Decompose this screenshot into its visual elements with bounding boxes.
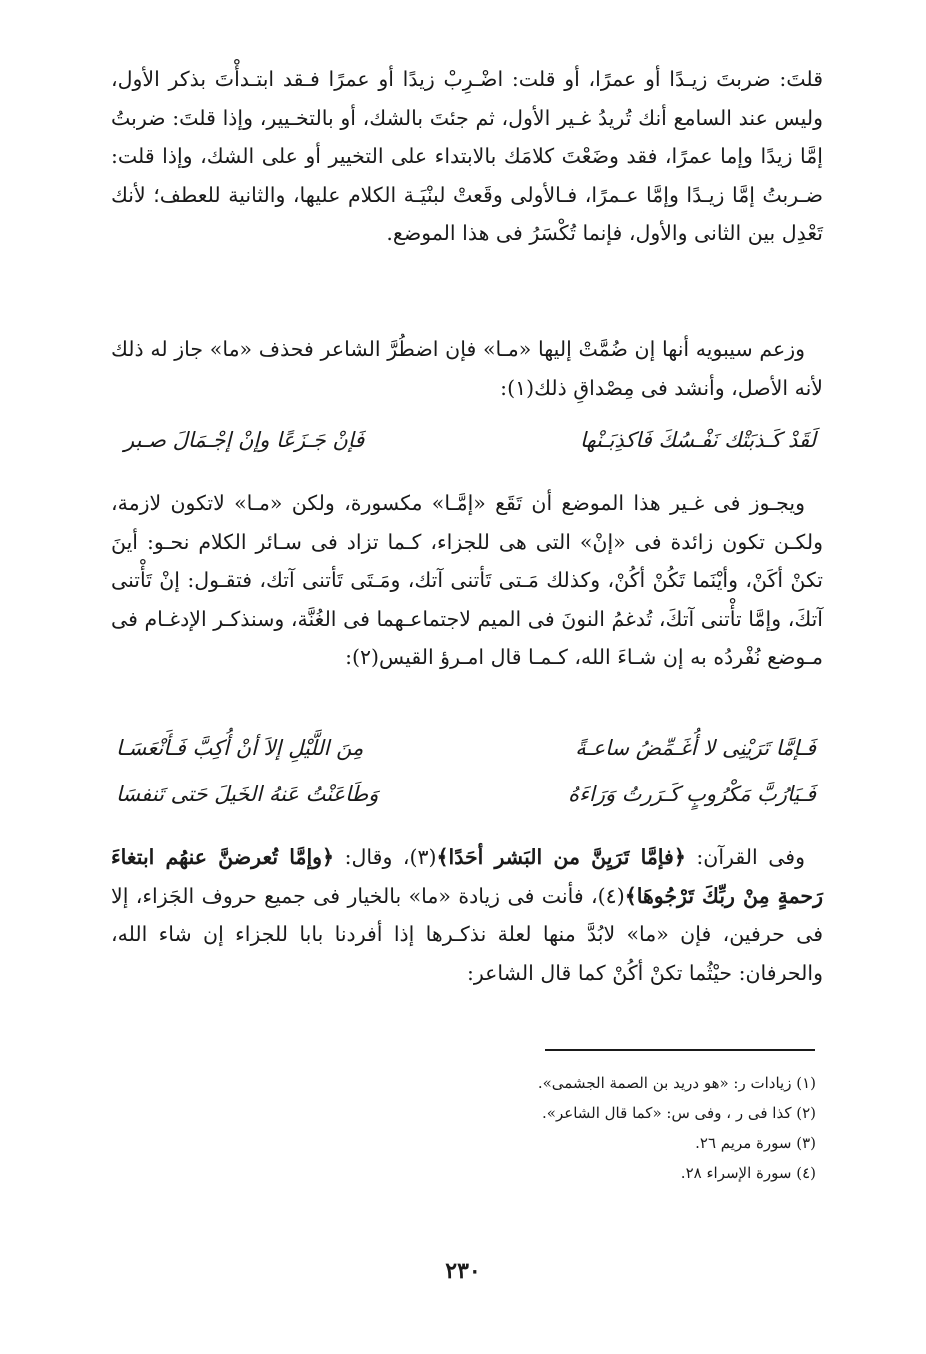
poetry-verse-3: [116, 782, 816, 822]
quran-verse-isra: ﴿وإمَّا تُعرضنَّ عنهُم ابتغاءَ رَحمةٍ مِنْ ربِّكَ تَرْجُوهَا﴾: [111, 845, 823, 908]
paragraph-3: ويجـوز فى غـير هذا الموضع أن تَقَع «إمَّـا» مكسورة، ولكن «مـا» لاتكون لازمة، ولكـن تكون زائدة فى «إنْ» التى هى للجزاء، كـما تزاد فى سـائر الكلام نحـو: أينَ تكنْ أكَنْ، وأيْنَما تَكُنْ أكُنْ، وكذلك مَـتى تَأتنى آتك، ومَـتَى تَأتنى آتك، فتقـول: إنْ تَأْتنى آتكَ، وإمَّا تأْتنى آتكَ، تُدغمُ النونَ فى الميم لاجتماعـهما فى الغُنَّة، وسنذكـر الإدغـام فى مـوضع نُفْردُه به إن شـاءَ الله، كـمـا قال امـرؤ القيس(٢):: [111, 491, 823, 669]
footnote-1: (١) زيادات ر: «هو دريد بن الصمة الجشمى».: [537, 1074, 816, 1092]
quran-paragraph-lead: وفى القرآن:: [685, 845, 805, 869]
paragraph-quran: [111, 838, 823, 992]
footnote-2: (٢) كذا فى ر ، وفى س: «كما قال الشاعر».: [542, 1104, 816, 1122]
verse-3-first-hemistich: فَـيَارُبَّ مَكْرُوبٍ كَـرَرتُ وَرَاءَهُ: [568, 782, 816, 806]
poetry-verse-2: [116, 736, 816, 776]
paragraph-1: قلتَ: ضربتَ زيـدًا أو عمرًا، أو قلت: اضْـرِبْ زيدًا أو عمرًا فـقد ابتـدأْتَ بذكر الأول، وليس عند السامع أنك تُريدُ غـير الأول، ثم جئتَ بالشك، أو بالتخـيير، وإذا قلتَ: ضربتُ إمَّا زيدًا وإما عمرًا، فقد وضَعْتَ كلامَك بالابتداء على التخيير أو على الشك، وإذا قلت: ضـربتُ إمَّا زيـدًا وإمَّا عـمرًا، فـالأولى وقَعتْ لبنْيَـة الكلام عليها، والثانية للعطف؛ لأنك تَعْدِل بين الثانى والأول، فإنما تُكْسَرُ فى هذا الموضع.: [111, 67, 823, 245]
paragraph-2: وزعم سيبويه أنها إن ضُمَّتْ إليها «مـا» فإن اضطُرَّ الشاعر فحذف «ما» جاز له ذلك لأنه الأصل، وأنشد فى مِصْداقِ ذلك(١):: [111, 337, 823, 400]
verse-1-first-hemistich: لَقَدْ كَـذبَتْك نَفْـسُكَ فَاكذِبَـنْها: [579, 428, 816, 452]
quran-paragraph-tail: (٤)، فأنت فى زيادة «ما» بالخيار فى جميع حروف الجَزاء، إلا فى حرفين، فإن «ما» لابُدَّ منها لعلة نذكـرها إذا أفردنا بابا للجزاء إن شاء الله، والحرفان: حيْثُما تكنْ أكُنْ كما قال الشاعر:: [111, 883, 823, 985]
poetry-verse-1: [116, 428, 816, 468]
page-number: ٢٣٠: [445, 1258, 481, 1284]
verse-2-first-hemistich: فَـإمَّا تَرَيْنِى لا أُغَـمِّضُ ساعـةً: [575, 736, 816, 760]
footnote-divider: [545, 1049, 815, 1051]
verse-1-second-hemistich: فَإنْ جَـزَعًا وإنْ إجْـمَالَ صـبر: [124, 428, 365, 452]
verse-2-second-hemistich: مِنَ اللَّيْلِ إلاَ أنْ أُكِبَّ فَـأَنْعَسَـا: [116, 736, 364, 760]
footnotes-list: [116, 1068, 816, 1188]
quran-verse-maryam: ﴿فإمَّا تَرَيِنَّ من البَشر أحَدًا﴾: [436, 845, 686, 869]
footnote-4: (٤) سورة الإسراء ٢٨.: [680, 1164, 816, 1182]
verse-3-second-hemistich: وَطَاعَنْتُ عَنهُ الخَيلَ حَتى تَنفسَا: [116, 782, 379, 806]
quran-paragraph-mid: (٣)، وقال:: [334, 845, 437, 869]
footnote-3: (٣) سورة مريم ٢٦.: [695, 1134, 816, 1152]
